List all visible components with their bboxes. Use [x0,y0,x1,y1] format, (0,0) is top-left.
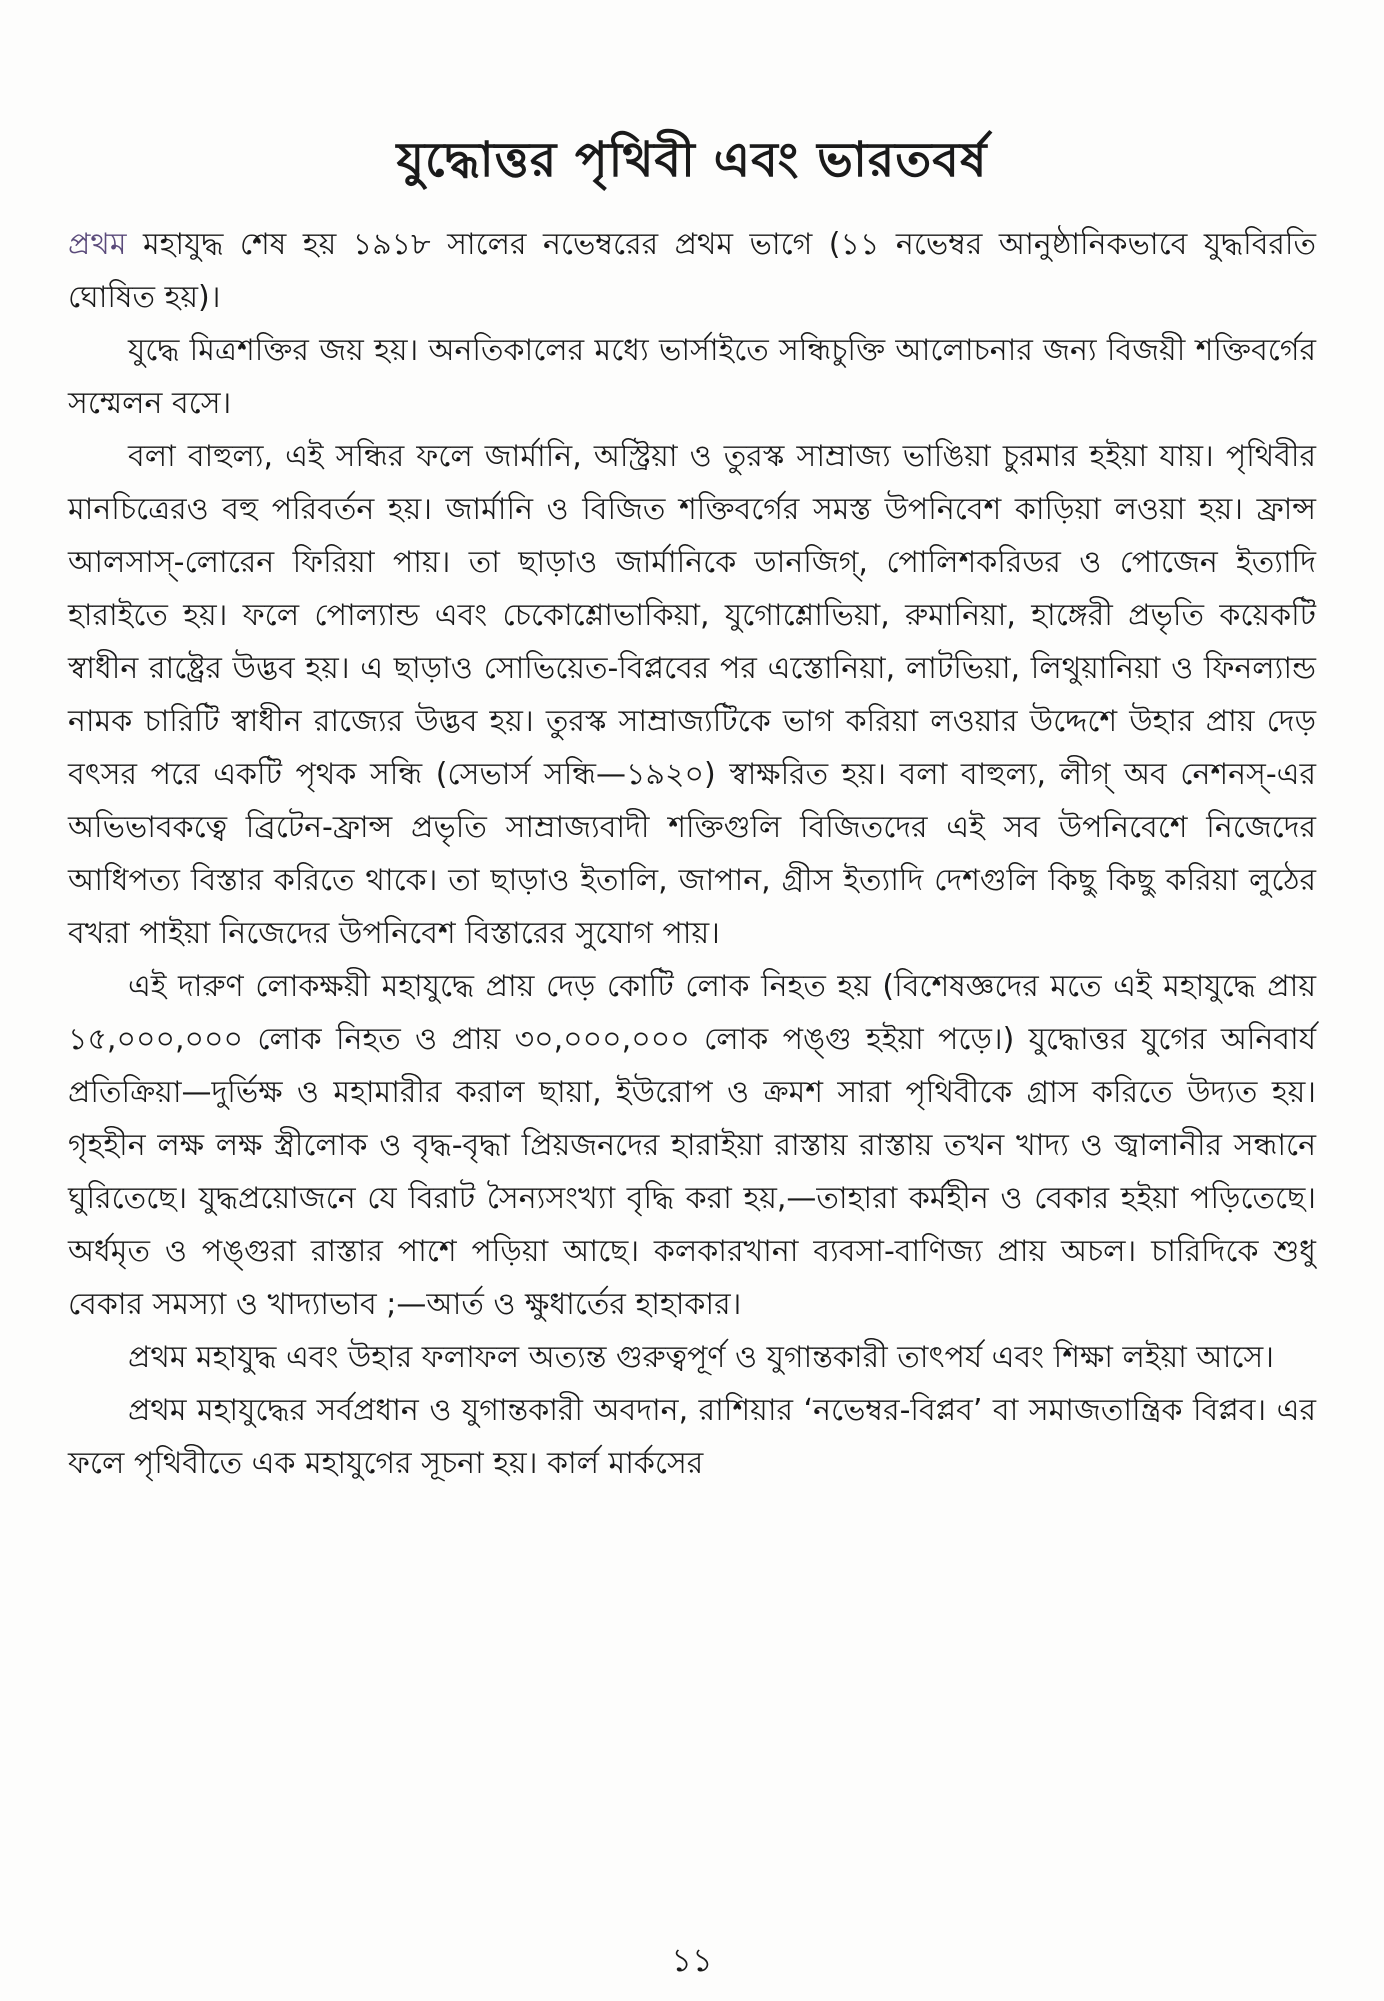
paragraph-4: এই দারুণ লোকক্ষয়ী মহাযুদ্ধে প্রায় দেড় কোটি লোক নিহত হয় (বিশেষজ্ঞদের মতে এই মহাযুদ্ধে প্রায় ১৫,০০০,০০০ লোক নিহত ও প্রায় ৩০,০০০,০০০ লোক পঙ্গু হইয়া পড়ে।) যুদ্ধোত্তর যুগের অনিবার্য প্রতিক্রিয়া—দুর্ভিক্ষ ও মহামারীর করাল ছায়া, ইউরোপ ও ক্রমশ সারা পৃথিবীকে গ্রাস করিতে উদ্যত হয়। গৃহহীন লক্ষ লক্ষ স্ত্রীলোক ও বৃদ্ধ-বৃদ্ধা প্রিয়জনদের হারাইয়া রাস্তায় রাস্তায় তখন খাদ্য ও জ্বালানীর সন্ধানে ঘুরিতেছে। যুদ্ধপ্রয়োজনে যে বিরাট সৈন্যসংখ্যা বৃদ্ধি করা হয়,—তাহারা কর্মহীন ও বেকার হইয়া পড়িতেছে। অর্ধমৃত ও পঙ্গুরা রাস্তার পাশে পড়িয়া আছে। কলকারখানা ব্যবসা-বাণিজ্য প্রায় অচল। চারিদিকে শুধু বেকার সমস্যা ও খাদ্যাভাব ;—আর্ত ও ক্ষুধার্তের হাহাকার। [68,969,1316,1322]
paragraph-lead-word: প্রথম [68,227,127,262]
body-text [68,218,1316,1490]
paragraph-6: প্রথম মহাযুদ্ধের সর্বপ্রধান ও যুগান্তকারী অবদান, রাশিয়ার ‘নভেম্বর-বিপ্লব’ বা সমাজতান্ত্রিক বিপ্লব। এর ফলে পৃথিবীতে এক মহাযুগের সূচনা হয়। কার্ল মার্কসের [68,1393,1316,1481]
paragraph-5: প্রথম মহাযুদ্ধ এবং উহার ফলাফল অত্যন্ত গুরুত্বপূর্ণ ও যুগান্তকারী তাৎপর্য এবং শিক্ষা লইয়া আসে। [128,1340,1274,1375]
chapter-title: যুদ্ধোত্তর পৃথিবী এবং ভারতবর্ষ [396,132,988,189]
paragraph-1-text: মহাযুদ্ধ শেষ হয় ১৯১৮ সালের নভেম্বরের প্রথম ভাগে (১১ নভেম্বর আনুষ্ঠানিকভাবে যুদ্ধবিরতি ঘোষিত হয়)। [68,227,1316,315]
page-number: ১১ [671,1941,713,1979]
paragraph-1 [68,218,1316,324]
paragraph-2: যুদ্ধে মিত্রশক্তির জয় হয়। অনতিকালের মধ্যে ভার্সাইতে সন্ধিচুক্তি আলোচনার জন্য বিজয়ী শক্তিবর্গের সম্মেলন বসে। [68,333,1316,421]
paragraph-3: বলা বাহুল্য, এই সন্ধির ফলে জার্মানি, অস্ট্রিয়া ও তুরস্ক সাম্রাজ্য ভাঙিয়া চুরমার হইয়া যায়। পৃথিবীর মানচিত্রেরও বহু পরিবর্তন হয়। জার্মানি ও বিজিত শক্তিবর্গের সমস্ত উপনিবেশ কাড়িয়া লওয়া হয়। ফ্রান্স আলসাস্-লোরেন ফিরিয়া পায়। তা ছাড়াও জার্মানিকে ডানজিগ্, পোলিশকরিডর ও পোজেন ইত্যাদি হারাইতে হয়। ফলে পোল্যান্ড এবং চেকোশ্লোভাকিয়া, যুগোশ্লোভিয়া, রুমানিয়া, হাঙ্গেরী প্রভৃতি কয়েকটি স্বাধীন রাষ্ট্রের উদ্ভব হয়। এ ছাড়াও সোভিয়েত-বিপ্লবের পর এস্তোনিয়া, লাটভিয়া, লিথুয়ানিয়া ও ফিনল্যান্ড নামক চারিটি স্বাধীন রাজ্যের উদ্ভব হয়। তুরস্ক সাম্রাজ্যটিকে ভাগ করিয়া লওয়ার উদ্দেশে উহার প্রায় দেড় বৎসর পরে একটি পৃথক সন্ধি (সেভার্স সন্ধি—১৯২০) স্বাক্ষরিত হয়। বলা বাহুল্য, লীগ্ অব নেশনস্-এর অভিভাবকত্বে ব্রিটেন-ফ্রান্স প্রভৃতি সাম্রাজ্যবাদী শক্তিগুলি বিজিতদের এই সব উপনিবেশে নিজেদের আধিপত্য বিস্তার করিতে থাকে। তা ছাড়াও ইতালি, জাপান, গ্রীস ইত্যাদি দেশগুলি কিছু কিছু করিয়া লুঠের বখরা পাইয়া নিজেদের উপনিবেশ বিস্তারের সুযোগ পায়। [68,439,1316,951]
